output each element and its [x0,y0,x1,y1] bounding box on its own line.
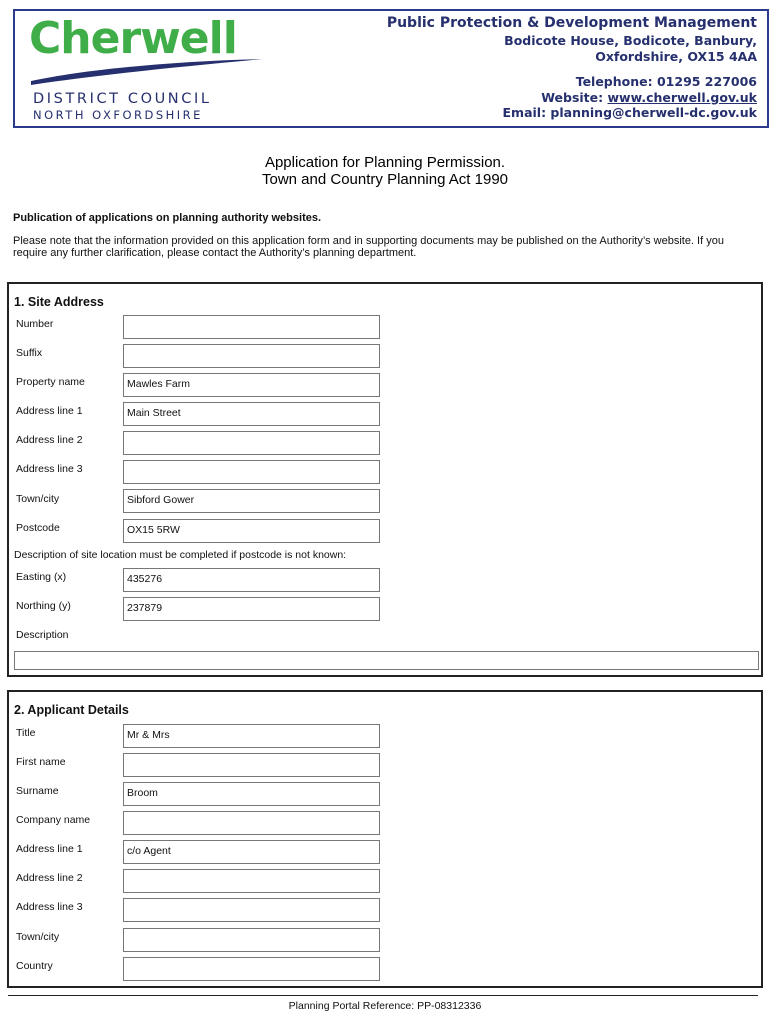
country-field[interactable] [123,957,380,981]
applicant-details-section [7,690,763,988]
field-label: Postcode [16,522,60,534]
applicant-address-line-2-field[interactable] [123,869,380,893]
field-label: Address line 2 [16,434,83,446]
northing-field[interactable]: 237879 [123,597,380,621]
address-line-2-field[interactable] [123,431,380,455]
logo-swoosh-icon [27,55,267,85]
site-address-section [7,282,763,677]
applicant-address-line-1-field[interactable]: c/o Agent [123,840,380,864]
council-header [13,9,769,128]
website-link[interactable]: www.cherwell.gov.uk [607,89,757,105]
field-label: Town/city [16,931,60,943]
field-label: Address line 1 [16,405,83,417]
description-field[interactable] [14,651,759,670]
title-field[interactable]: Mr & Mrs [123,724,380,748]
field-label: Address line 1 [16,843,83,855]
email[interactable]: Email: planning@cherwell-dc.gov.uk [502,105,757,120]
address-line-2: Oxfordshire, OX15 4AA [595,48,757,64]
website-row [387,90,757,106]
cherwell-logo: Cherwell [29,13,237,64]
field-label: Company name [16,814,91,826]
address-line-1: Bodicote House, Bodicote, Banbury, [504,33,757,48]
site-location-note: Description of site location must be completed if postcode is not known: [14,549,347,561]
applicant-address-line-3-field[interactable] [123,898,380,922]
department-name: Public Protection & Development Management [386,15,757,31]
website-label: Website: [541,89,608,105]
easting-field[interactable]: 435276 [123,568,380,592]
footer-divider [8,995,758,996]
easting-label: Easting (x) [16,571,67,583]
logo-district-council: DISTRICT COUNCIL [33,91,212,107]
logo-north-oxfordshire: NORTH OXFORDSHIRE [33,108,203,122]
property-name-field[interactable]: Mawles Farm [123,373,380,397]
surname-field[interactable]: Broom [123,782,380,806]
town-city-field[interactable]: Sibford Gower [123,489,380,513]
telephone: Telephone: 01295 227006 [575,74,757,89]
field-label: Surname [16,785,59,797]
field-label: Title [16,727,36,739]
field-label: Town/city [16,493,60,505]
field-label: Number [16,318,54,330]
postcode-field[interactable]: OX15 5RW [123,519,380,543]
field-label: Country [16,960,53,972]
form-title [0,154,770,188]
publication-heading: Publication of applications on planning authority websites. [13,212,322,224]
company-name-field[interactable] [123,811,380,835]
site-address-title: 1. Site Address [14,295,104,309]
publication-note: Please note that the information provided on this application form and in supporting documents may be published on the Authority’s website. If you require any further clarification, please contact the Authority’s planning department. [13,235,724,259]
field-label: Address line 2 [16,872,83,884]
field-label: Address line 3 [16,901,83,913]
applicant-details-title: 2. Applicant Details [14,703,129,717]
portal-reference: Planning Portal Reference: PP-08312336 [288,1000,482,1012]
suffix-field[interactable] [123,344,380,368]
form-title-line-1: Application for Planning Permission. [264,154,506,171]
address-line-1-field[interactable]: Main Street [123,402,380,426]
number-field[interactable] [123,315,380,339]
address-line-3-field[interactable] [123,460,380,484]
northing-label: Northing (y) [16,600,71,612]
field-label: Address line 3 [16,463,83,475]
field-label: Suffix [16,347,43,359]
description-label: Description [16,629,69,641]
first-name-field[interactable] [123,753,380,777]
field-label: Property name [16,376,85,388]
field-label: First name [16,756,66,768]
form-title-line-2: Town and Country Planning Act 1990 [262,171,508,188]
council-contact-block [387,14,757,121]
applicant-town-city-field[interactable] [123,928,380,952]
